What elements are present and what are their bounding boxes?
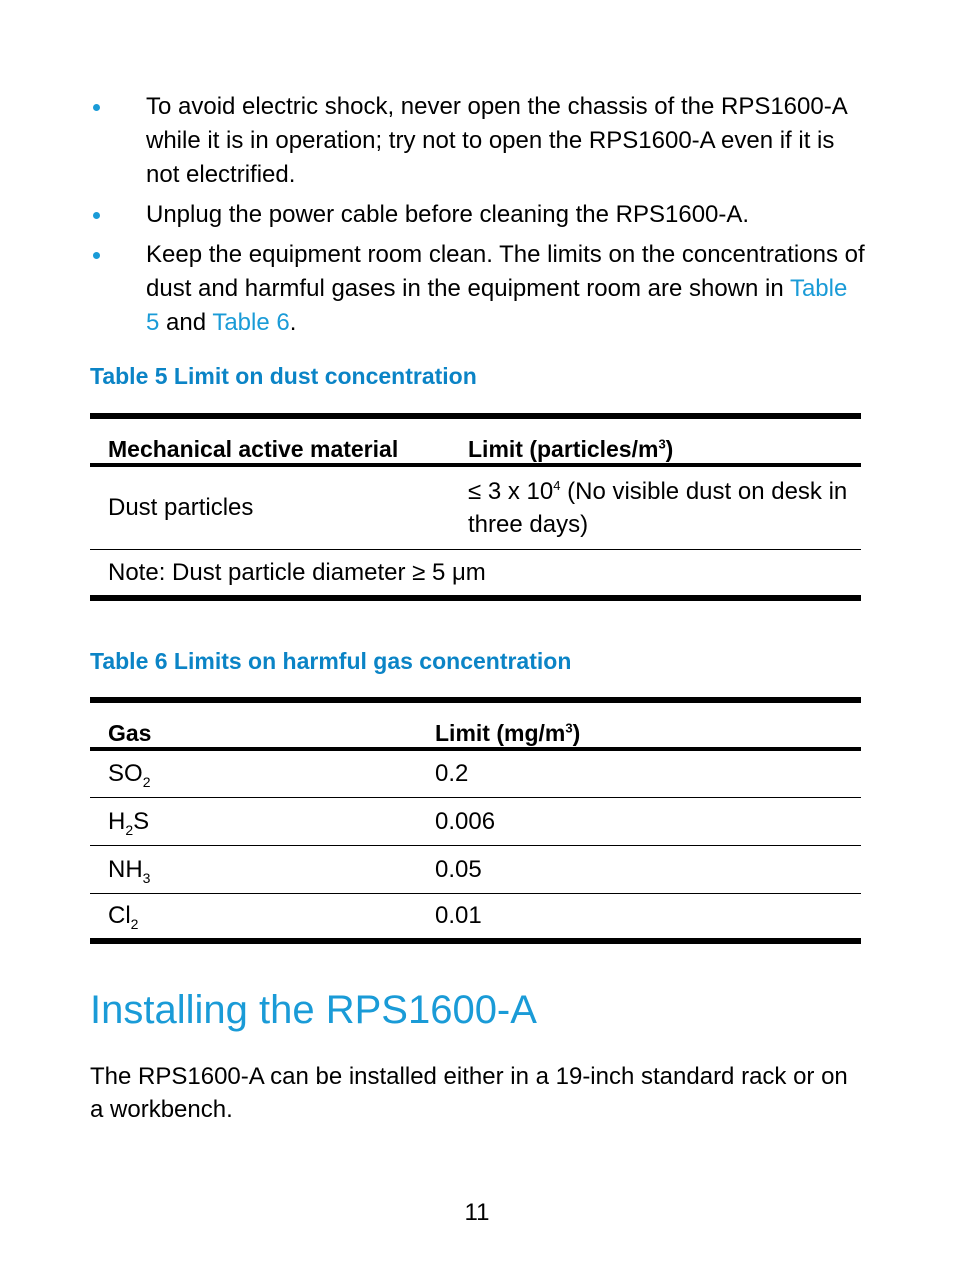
table-row — [90, 845, 861, 893]
cell-gas: $NH_3$ — [90, 845, 417, 893]
table-note-row — [90, 549, 861, 598]
cell-dust-limit: ≤ 3 x $10^4$ (No visible dust on desk in three days) — [450, 465, 861, 549]
cell-gas: $H_2S$ — [90, 797, 417, 845]
bullet-text: To avoid electric shock, never open the chassis of the RPS1600-A while it is in operation; try not to open the RPS1600-A even if it is not electrified. — [146, 93, 847, 188]
header-limit-particles: Limit $(particles/m^3)$ — [450, 416, 861, 465]
cell-limit: 0.01 — [435, 902, 482, 930]
cell-limit: 0.2 — [417, 749, 861, 797]
header-gas: Gas — [90, 700, 417, 749]
bullet-text: Keep the equipment room clean. The limits on the concentrations of dust and harmful gases in the equipment room are shown in — [146, 241, 865, 302]
bullet-text: and — [159, 309, 213, 336]
cell-gas: $Cl_2$ — [108, 902, 139, 933]
bullet-text: Unplug the power cable before cleaning the RPS1600-A. — [146, 201, 750, 228]
dust-limit-table — [90, 413, 861, 601]
cell-limit: 0.006 — [417, 797, 861, 845]
bullet-item — [90, 90, 866, 192]
cell-note: Note: Dust particle diameter ≥ 5 μm — [108, 558, 486, 586]
table-header-row — [90, 700, 861, 749]
bullet-item — [90, 198, 866, 232]
table5-caption: Table 5 Limit on dust concentration — [90, 363, 477, 389]
bullet-icon — [93, 104, 100, 111]
table-row — [90, 749, 861, 797]
header-limit-mg: Limit $(mg/m^3)$ — [417, 700, 861, 749]
header-mechanical-material: Mechanical active material — [90, 416, 450, 465]
cell-dust-particles: Dust particles — [90, 465, 450, 549]
bullet-icon — [93, 212, 100, 219]
section-heading: Installing the RPS1600-A — [90, 988, 537, 1032]
table6-link[interactable]: Table 6 — [212, 309, 290, 336]
table-header-row — [90, 416, 861, 465]
table-row — [90, 797, 861, 845]
table6-caption: Table 6 Limits on harmful gas concentration — [90, 648, 572, 674]
table-row — [90, 465, 861, 549]
bullet-icon — [93, 252, 100, 259]
bullet-list — [90, 90, 866, 346]
gas-limit-table — [90, 697, 861, 944]
bullet-item — [90, 238, 866, 340]
cell-gas: $SO_2$ — [90, 749, 417, 797]
table5-link[interactable]: Table 5 — [146, 275, 848, 336]
page-number: 11 — [464, 1199, 490, 1226]
cell-limit: 0.05 — [417, 845, 861, 893]
table-row — [90, 893, 861, 941]
section-paragraph: The RPS1600-A can be installed either in a 19-inch standard rack or on a workbench. — [90, 1063, 848, 1123]
bullet-text: . — [289, 309, 297, 336]
